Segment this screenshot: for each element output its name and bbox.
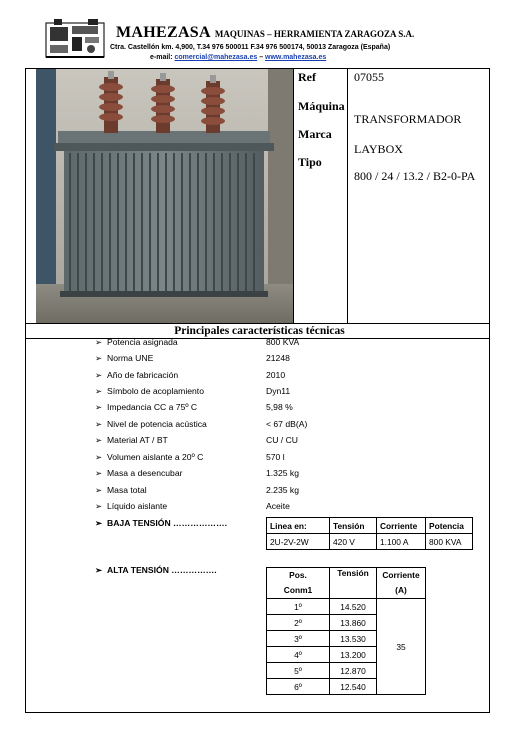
company-logo <box>44 17 106 61</box>
column-header: Potencia <box>426 518 473 534</box>
spec-label: Norma UNE <box>107 353 154 363</box>
position-cell: 6º <box>267 679 330 695</box>
brand-label: Marca <box>298 127 332 141</box>
spec-label: Masa a desencubar <box>107 468 183 478</box>
table-row <box>267 599 426 615</box>
high-voltage-table <box>266 567 426 695</box>
spec-row <box>95 485 147 501</box>
tension-cell: 12.870 <box>330 663 377 679</box>
position-cell: 2º <box>267 615 330 631</box>
type-label: Tipo <box>298 155 322 169</box>
contact-line <box>150 54 326 61</box>
current-header-line1: Corriente <box>382 570 420 580</box>
ref-label: Ref <box>298 70 316 84</box>
column-header: Corriente <box>377 518 426 534</box>
tension-cell: 13.200 <box>330 647 377 663</box>
tension-cell: 12.540 <box>330 679 377 695</box>
spec-row <box>95 402 197 418</box>
table-cell: 1.100 A <box>377 534 426 550</box>
spec-value: 2010 <box>266 370 286 380</box>
low-voltage-label <box>95 518 227 529</box>
spec-label: Masa total <box>107 485 147 495</box>
company-name: MAHEZASA <box>116 24 211 41</box>
bullet-icon: ➢ <box>95 452 103 462</box>
high-voltage-label <box>95 565 217 576</box>
column-header-tension <box>330 568 377 599</box>
bullet-icon: ➢ <box>95 565 103 575</box>
spec-row <box>95 419 207 435</box>
website-link[interactable]: www.mahezasa.es <box>265 54 327 61</box>
bullet-icon: ➢ <box>95 402 103 412</box>
photo-divider <box>293 68 294 323</box>
spec-value: 2.235 kg <box>266 485 299 495</box>
machine-value: TRANSFORMADOR <box>354 112 462 126</box>
column-header: Linea en: <box>267 518 330 534</box>
bullet-icon: ➢ <box>95 419 103 429</box>
column-header: Tensión <box>330 518 377 534</box>
spec-label: Material AT / BT <box>107 435 168 445</box>
tension-header: Tensión <box>337 568 369 578</box>
table-cell: 420 V <box>330 534 377 550</box>
spec-value: 800 KVA <box>266 337 300 347</box>
spec-label: Potencia asignada <box>107 337 178 347</box>
company-address: Ctra. Castellón km. 4,900, T.34 976 500011 F.34 976 500174, 50013 Zaragoza (España) <box>110 44 391 51</box>
spec-value: CU / CU <box>266 435 298 445</box>
spec-row <box>95 386 204 402</box>
position-cell: 5º <box>267 663 330 679</box>
ref-value: 07055 <box>354 70 384 84</box>
bullet-icon: ➢ <box>95 501 103 511</box>
company-title <box>116 24 414 42</box>
column-header-current <box>377 568 426 599</box>
spec-value: 1.325 kg <box>266 468 299 478</box>
spec-row <box>95 468 182 484</box>
spec-value: < 67 dB(A) <box>266 419 308 429</box>
bullet-icon: ➢ <box>95 353 103 363</box>
specs-title: Principales características técnicas <box>174 325 345 337</box>
table-header-row <box>267 518 473 534</box>
spec-label: Nivel de potencia acústica <box>107 419 207 429</box>
spec-row <box>95 353 153 369</box>
table-cell: 2U-2V-2W <box>267 534 330 550</box>
spec-label: Símbolo de acoplamiento <box>107 386 204 396</box>
spec-value: Aceite <box>266 501 290 511</box>
table-row <box>267 534 473 550</box>
position-header-line1: Pos. <box>289 570 307 580</box>
tension-cell: 13.530 <box>330 631 377 647</box>
tension-cell: 13.860 <box>330 615 377 631</box>
current-header-line2: (A) <box>395 585 407 595</box>
email-prefix: e-mail: <box>150 54 173 61</box>
brand-value: LAYBOX <box>354 142 403 156</box>
machine-label: Máquina <box>298 99 345 113</box>
current-cell: 35 <box>377 599 426 695</box>
spec-row <box>95 501 167 517</box>
bullet-icon: ➢ <box>95 485 103 495</box>
label-divider <box>347 68 348 323</box>
position-header-line2: Conm1 <box>283 585 313 595</box>
high-voltage-text: ALTA TENSIÓN ……………. <box>107 565 217 575</box>
contact-separator: – <box>259 54 264 61</box>
bullet-icon: ➢ <box>95 370 103 380</box>
type-value: 800 / 24 / 13.2 / B2-0-PA <box>354 169 476 183</box>
spec-row <box>95 370 178 386</box>
low-voltage-table <box>266 517 473 550</box>
spec-value: Dyn11 <box>266 386 291 396</box>
column-header-position <box>267 568 330 599</box>
bullet-icon: ➢ <box>95 386 103 396</box>
spec-label: Líquido aislante <box>107 501 168 511</box>
spec-value: 570 l <box>266 452 285 462</box>
low-voltage-text: BAJA TENSIÓN ………………. <box>107 518 228 528</box>
spec-value: 5,98 % <box>266 402 293 412</box>
bullet-icon: ➢ <box>95 468 103 478</box>
spec-row <box>95 337 178 353</box>
table-header-row <box>267 568 426 599</box>
spec-label: Volumen aislante a 20º C <box>107 452 204 462</box>
section-divider-top <box>25 323 490 324</box>
spec-row <box>95 435 168 451</box>
table-cell: 800 KVA <box>426 534 473 550</box>
spec-row <box>95 452 203 468</box>
spec-label: Año de fabricación <box>107 370 179 380</box>
email-link[interactable]: comercial@mahezasa.es <box>174 54 258 61</box>
spec-value: 21248 <box>266 353 290 363</box>
spec-label: Impedancia CC a 75º C <box>107 402 198 412</box>
position-cell: 3º <box>267 631 330 647</box>
position-cell: 4º <box>267 647 330 663</box>
bullet-icon: ➢ <box>95 518 103 528</box>
transformer-photo <box>36 69 293 323</box>
bullet-icon: ➢ <box>95 435 103 445</box>
tension-cell: 14.520 <box>330 599 377 615</box>
bullet-icon: ➢ <box>95 337 103 347</box>
company-tagline: MAQUINAS – HERRAMIENTA ZARAGOZA S.A. <box>214 29 415 39</box>
position-cell: 1º <box>267 599 330 615</box>
